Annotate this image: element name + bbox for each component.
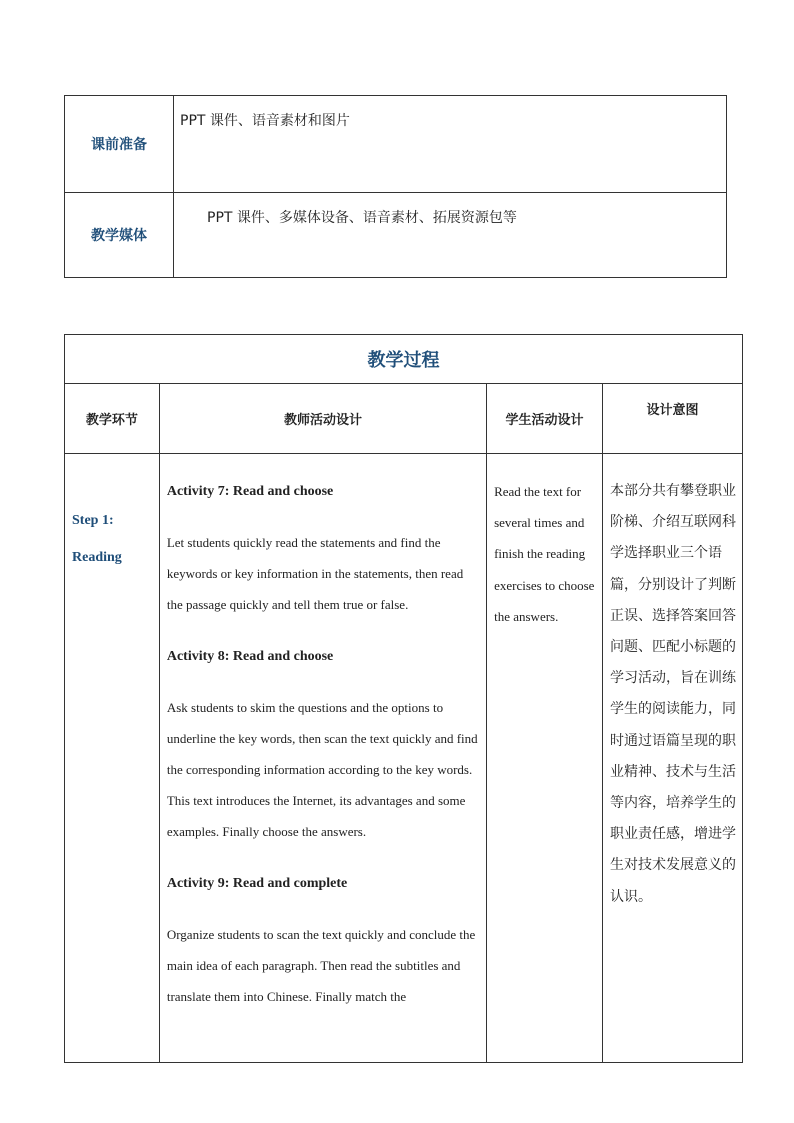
activity-9-title: Activity 9: Read and complete	[166, 875, 348, 891]
activity-8-title: Activity 8: Read and choose	[166, 648, 334, 664]
process-table	[64, 334, 743, 1063]
media-content: PPT 课件、多媒体设备、语音素材、拓展资源包等	[174, 193, 727, 278]
activity-9-text: Organize students to scan the text quickly and conclude the main idea of each paragraph. Then read the subtitles and translate them into Chinese. Finally match the	[166, 926, 476, 1005]
header-stage: 教学环节	[65, 384, 160, 454]
header-student-activity: 学生活动设计	[487, 384, 603, 454]
activity-8-text: Ask students to skim the questions and the options to underline the key words, then scan the text quickly and find the corresponding information according to the key words. This text introduces the Internet, its advantages and some examples. Finally choose the answers.	[166, 699, 478, 840]
prep-row	[65, 96, 727, 193]
activity-7-text: Let students quickly read the statements and find the keywords or key information in the statements, then read the passage quickly and tell them true or false.	[166, 535, 464, 613]
step-number: Step 1:	[72, 513, 114, 528]
header-design-intent: 设计意图	[602, 384, 742, 454]
prep-content: PPT 课件、语音素材和图片	[174, 96, 727, 193]
media-label: 教学媒体	[65, 193, 174, 278]
media-row	[65, 193, 727, 278]
student-activity-cell: Read the text for several times and finish the reading exercises to choose the answers.	[487, 454, 603, 1063]
prep-label: 课前准备	[65, 96, 174, 193]
step-name: Reading	[72, 550, 122, 565]
header-teacher-activity: 教师活动设计	[159, 384, 486, 454]
activity-7-title: Activity 7: Read and choose	[166, 484, 334, 499]
prep-table	[64, 95, 727, 278]
process-title: 教学过程	[65, 335, 743, 384]
process-header-row	[65, 384, 743, 454]
design-intent-cell: 本部分共有攀登职业阶梯、介绍互联网科学选择职业三个语篇，分别设计了判断正误、选择答案回答问题、匹配小标题的学习活动，旨在训练学生的阅读能力，同时通过语篇呈现的职业精神、技术与生活等内容，培养学生的职业责任感，增进学生对技术发展意义的认识。	[602, 454, 742, 1063]
step-cell	[65, 454, 160, 1063]
teacher-activity-cell	[159, 454, 486, 1063]
process-title-row	[65, 335, 743, 384]
process-body-row	[65, 454, 743, 1063]
